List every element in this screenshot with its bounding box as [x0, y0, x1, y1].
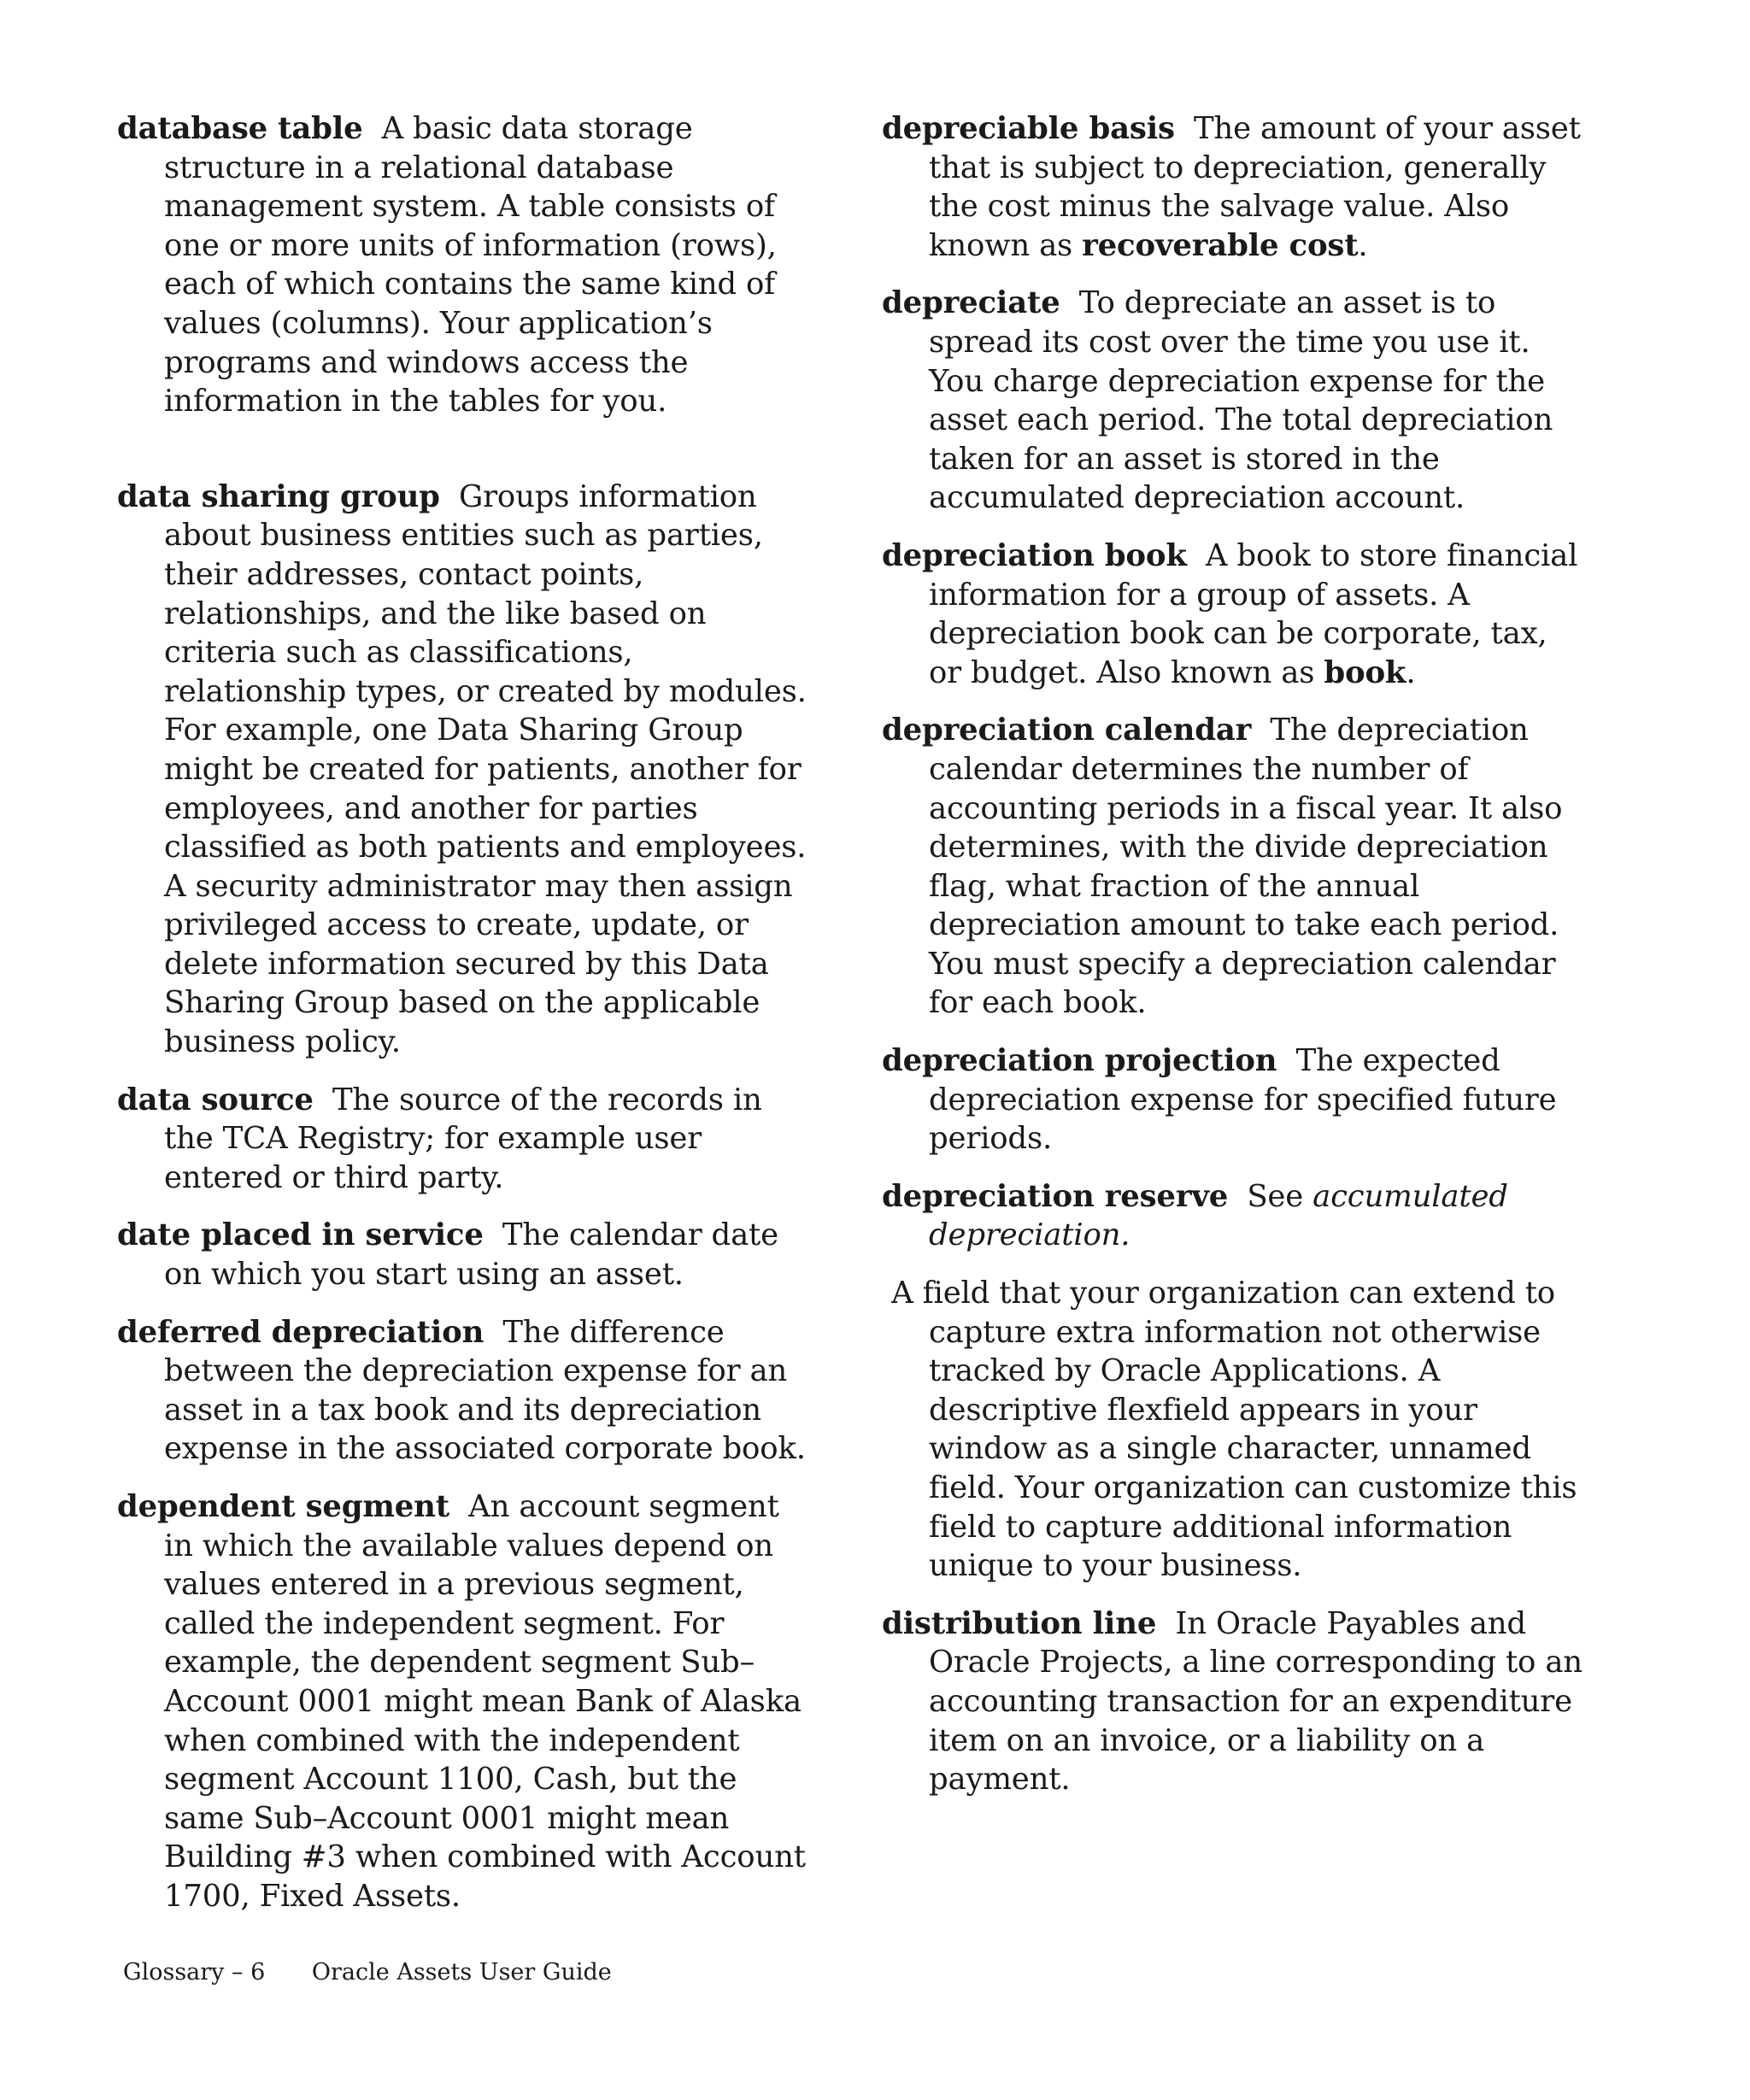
- glossary-definition-end: .: [1358, 227, 1368, 263]
- glossary-cross-reference: accumulated depreciation.: [929, 1178, 1508, 1253]
- glossary-term: data sharing group: [117, 478, 440, 514]
- glossary-entry-distribution-line: [882, 1604, 1583, 1799]
- glossary-entry-dependent-segment: [117, 1487, 813, 1916]
- glossary-entry-depreciation-book: [882, 537, 1583, 692]
- glossary-term: dependent segment: [117, 1489, 449, 1524]
- glossary-term: depreciation book: [882, 537, 1187, 573]
- glossary-term: depreciation reserve: [882, 1178, 1229, 1214]
- glossary-term: depreciable basis: [882, 111, 1175, 146]
- glossary-term: database table: [117, 111, 363, 146]
- right-column: [882, 109, 1583, 1818]
- glossary-definition: The depreciation calendar determines the number of accounting periods in a fiscal year. It also determines, with the divide depreciation flag, what fraction of the annual depreciation amount to take each period. You must specify a depreciation calendar for each book.: [929, 713, 1563, 1021]
- book-title: Oracle Assets User Guide: [311, 1959, 612, 1986]
- glossary-definition: A basic data storage structure in a relational database management system. A table consists of one or more units of information (rows), each of which contains the same kind of values (columns). Your application’s programs and windows access the information in the tables for you.: [164, 111, 777, 419]
- glossary-definition: The calendar date on which you start using an asset.: [164, 1217, 778, 1293]
- glossary-entry-depreciation-projection: [882, 1041, 1583, 1159]
- glossary-term: depreciate: [882, 285, 1060, 321]
- glossary-definition: Groups information about business entities such as parties, their addresses, contact points, relationships, and the like based on criteria such as classifications, relationship types, or created by modules. For example, one Data Sharing Group might be created for patients, another for employees, and another for parties classified as both patients and employees. A security administrator may then assign privileged access to create, update, or delete information secured by this Data Sharing Group based on the applicable business policy.: [164, 478, 807, 1060]
- glossary-entry-descriptive-flexfield: [882, 1274, 1583, 1586]
- glossary-entry-depreciate: [882, 284, 1583, 518]
- page-number: Glossary – 6: [123, 1959, 266, 1986]
- glossary-definition: The source of the records in the TCA Registry; for example user entered or third party.: [164, 1082, 762, 1195]
- glossary-definition: See: [1247, 1178, 1304, 1214]
- glossary-term: deferred depreciation: [117, 1314, 484, 1350]
- glossary-definition: In Oracle Payables and Oracle Projects, a line corresponding to an accounting transaction for an expenditure item on an invoice, or a liability on a payment.: [929, 1605, 1583, 1798]
- glossary-definition: A field that your organization can extend to capture extra information not otherwise tracked by Oracle Applications. A descriptive flexfield appears in your window as a single character, unnamed field. Your organization can customize this field to capture additional information unique to your business.: [891, 1276, 1577, 1584]
- glossary-term: date placed in service: [117, 1217, 484, 1253]
- glossary-term: distribution line: [882, 1605, 1157, 1641]
- left-column: [117, 109, 813, 1935]
- glossary-entry-depreciable-basis: [882, 109, 1583, 265]
- glossary-definition-end: .: [1406, 654, 1416, 690]
- glossary-definition: The expected depreciation expense for specified future periods.: [929, 1043, 1557, 1157]
- glossary-term: data source: [117, 1082, 314, 1117]
- glossary-entry-depreciation-reserve: [882, 1177, 1583, 1255]
- glossary-entry-data-source: [117, 1081, 813, 1198]
- glossary-definition: A book to store financial information for a group of assets. A depreciation book can be corporate, tax, or budget. Also known as: [929, 537, 1578, 690]
- glossary-cross-reference: recoverable cost: [1082, 227, 1359, 263]
- glossary-definition: The amount of your asset that is subject to depreciation, generally the cost minus the salvage value. Also known as: [929, 111, 1581, 263]
- glossary-entry-database-table: [117, 109, 813, 421]
- glossary-entry-deferred-depreciation: [117, 1313, 813, 1469]
- glossary-term: depreciation projection: [882, 1043, 1277, 1079]
- glossary-definition: The difference between the depreciation expense for an asset in a tax book and its depreciation expense in the associated corporate book.: [164, 1314, 806, 1467]
- glossary-term: depreciation calendar: [882, 713, 1252, 748]
- glossary-entry-data-sharing-group: [117, 478, 813, 1062]
- glossary-definition: An account segment in which the available values depend on values entered in a previous segment, called the independent segment. For example, the dependent segment Sub–Account 0001 might mean Bank of Alaska when combined with the independent segment Account 1100, Cash, but the same Sub–Account 0001 might mean Building #3 when combined with Account 1700, Fixed Assets.: [164, 1489, 806, 1914]
- glossary-entry-depreciation-calendar: [882, 711, 1583, 1023]
- page-footer: [123, 1958, 651, 1987]
- glossary-entry-date-placed-in-service: [117, 1216, 813, 1293]
- glossary-definition: To depreciate an asset is to spread its cost over the time you use it. You charge depreciation expense for the asset each period. The total depreciation taken for an asset is stored in the accumulated depreciation account.: [929, 285, 1553, 516]
- glossary-cross-reference: book: [1324, 654, 1406, 690]
